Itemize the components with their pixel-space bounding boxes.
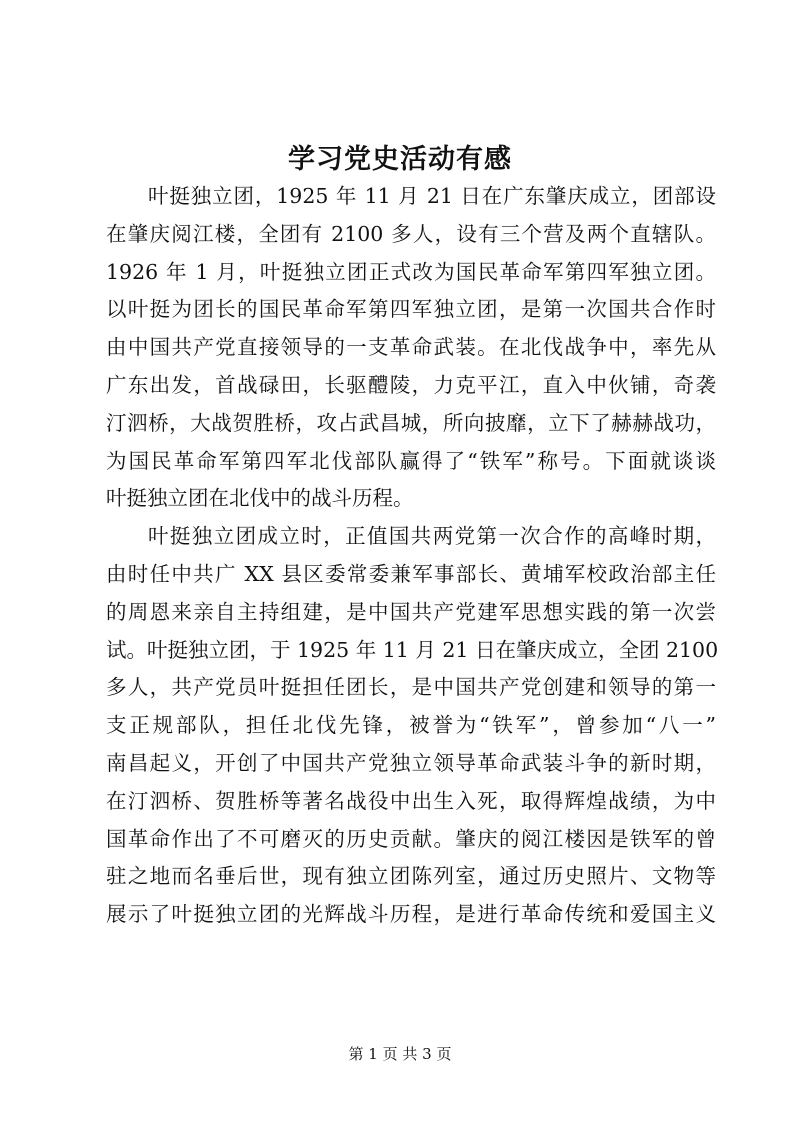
page-footer: 第 1 页 共 3 页 [348, 1045, 452, 1063]
paragraph-line: 支正规部队，担任北伐先锋，被誉为“铁军”，曾参加“八一” [106, 713, 716, 738]
paragraph-line: 的周恩来亲自主持组建，是中国共产党建军思想实践的第一次尝 [106, 599, 716, 624]
paragraph-line: 以叶挺为团长的国民革命军第四军独立团，是第一次国共合作时 [106, 297, 716, 322]
document-body [106, 178, 719, 934]
paragraph-line: 在汀泗桥、贺胜桥等著名战役中出生入死，取得辉煌战绩，为中 [106, 788, 716, 813]
paragraph-line: 多人，共产党员叶挺担任团长，是中国共产党创建和领导的第一 [106, 675, 716, 700]
paragraph-line: 叶挺独立团，1925 年 11 月 21 日在广东肇庆成立，团部设 [148, 184, 716, 208]
paragraph-line: 汀泗桥，大战贺胜桥，攻占武昌城，所向披靡，立下了赫赫战功， [106, 410, 716, 435]
paragraph-line: 驻之地而名垂后世，现有独立团陈列室，通过历史照片、文物等 [106, 864, 716, 889]
paragraph-1 [106, 178, 716, 518]
paragraph-line: 在肇庆阅江楼，全团有 2100 多人，设有三个营及两个直辖队。 [106, 221, 716, 246]
paragraph-line: 为国民革命军第四军北伐部队赢得了“铁军”称号。下面就谈谈 [106, 448, 716, 473]
paragraph-line: 1926 年 1 月，叶挺独立团正式改为国民革命军第四军独立团。 [106, 259, 716, 284]
paragraph-2 [106, 518, 719, 934]
paragraph-line: 广东出发，首战碌田，长驱醴陵，力克平江，直入中伙铺，奇袭 [106, 372, 716, 397]
paragraph-line: 叶挺独立团成立时，正值国共两党第一次合作的高峰时期， [148, 524, 716, 549]
paragraph-line: 叶挺独立团在北伐中的战斗历程。 [106, 486, 414, 511]
paragraph-line: 由时任中共广 XX 县区委常委兼军事部长、黄埔军校政治部主任 [106, 561, 716, 586]
paragraph-line: 展示了叶挺独立团的光辉战斗历程，是进行革命传统和爱国主义 [106, 902, 716, 927]
paragraph-line: 试。叶挺独立团，于 1925 年 11 月 21 日在肇庆成立，全团 2100 [106, 637, 719, 662]
document-title: 学习党史活动有感 [288, 144, 512, 175]
paragraph-line: 国革命作出了不可磨灭的历史贡献。肇庆的阅江楼因是铁军的曾 [106, 826, 716, 851]
paragraph-line: 南昌起义，开创了中国共产党独立领导革命武装斗争的新时期， [106, 750, 716, 775]
paragraph-line: 由中国共产党直接领导的一支革命武装。在北伐战争中，率先从 [106, 335, 716, 360]
